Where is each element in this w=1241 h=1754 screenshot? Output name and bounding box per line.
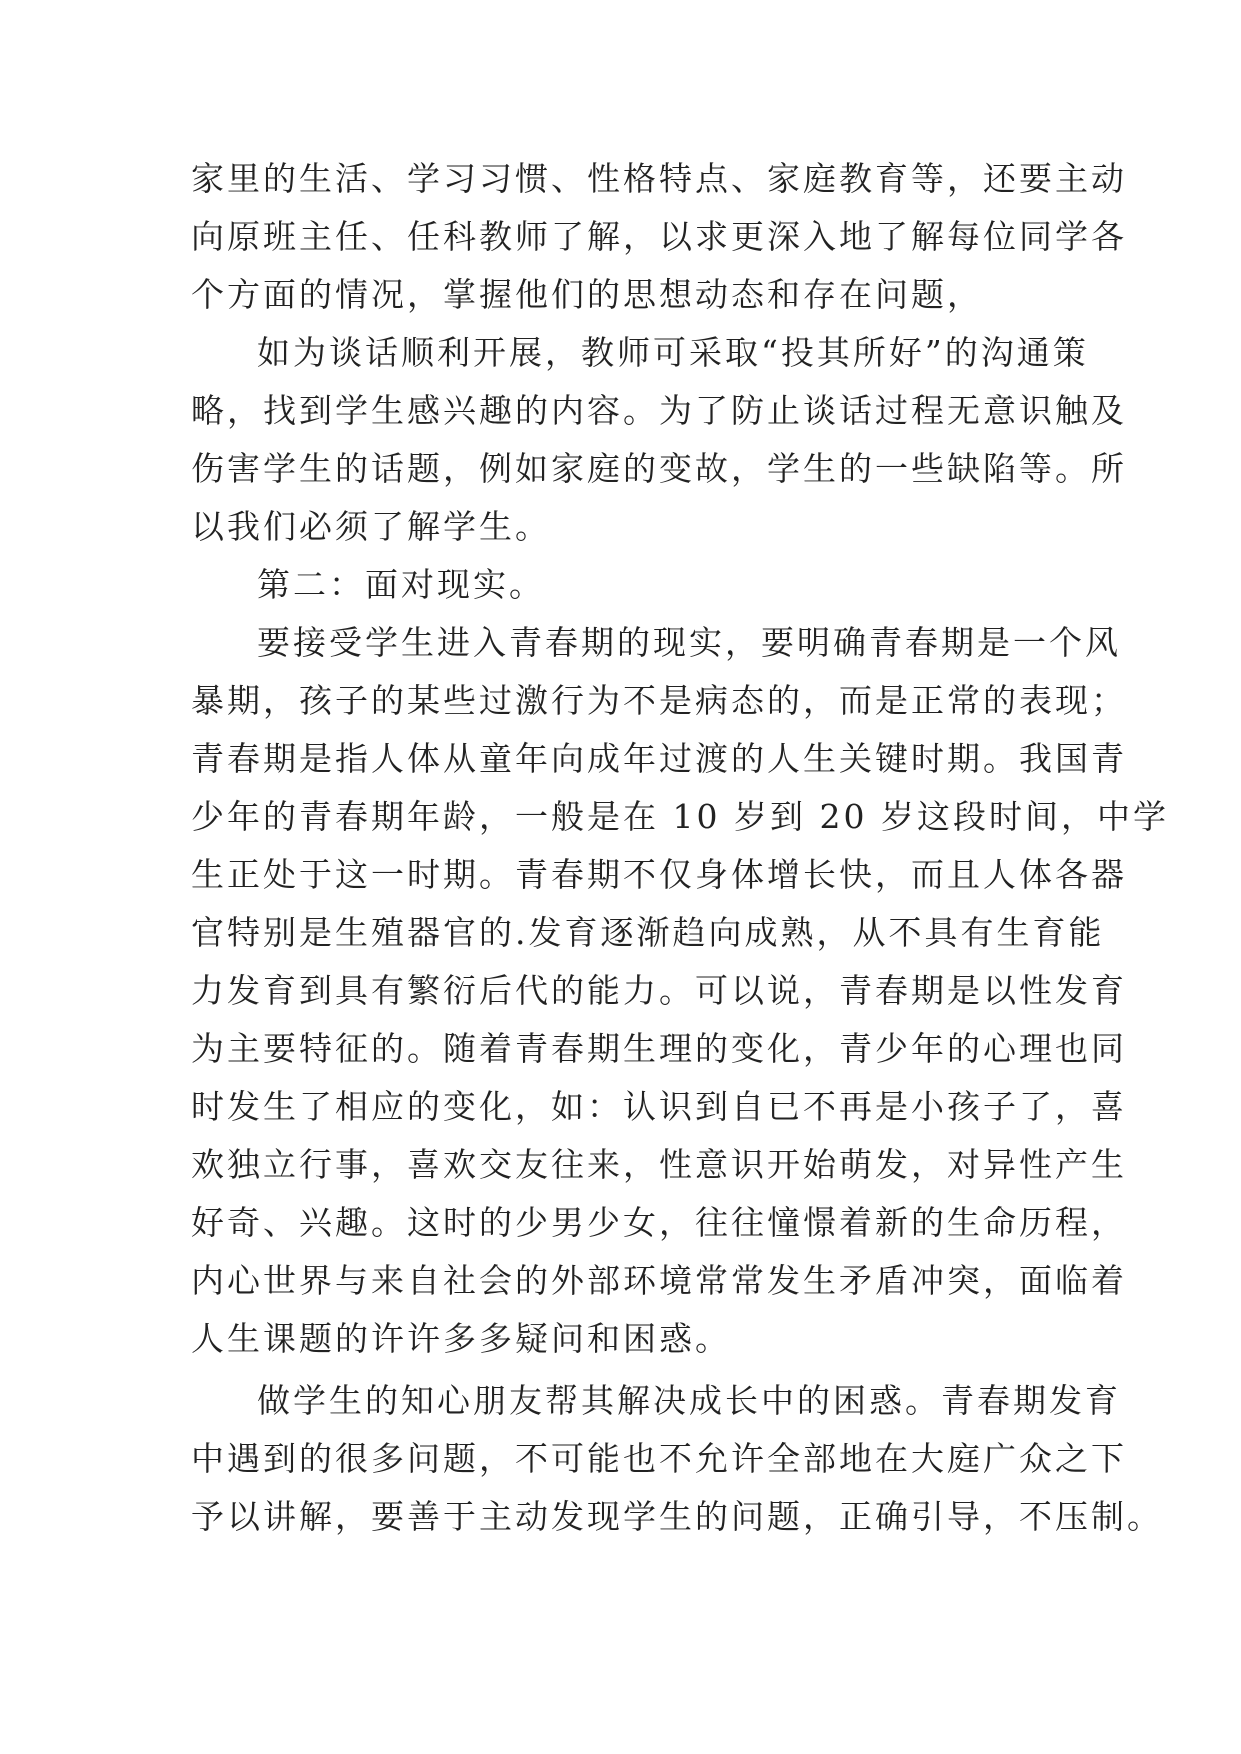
- text-line: 人生课题的许许多多疑问和困惑。: [191, 1319, 731, 1358]
- text-line: 要接受学生进入青春期的现实，要明确青春期是一个风: [257, 623, 1121, 662]
- text-line: 向原班主任、任科教师了解，以求更深入地了解每位同学各: [191, 217, 1127, 256]
- text-line: 少年的青春期年龄，一般是在 10 岁到 20 岁这段时间，中学: [191, 797, 1169, 836]
- text-line: 略，找到学生感兴趣的内容。为了防止谈话过程无意识触及: [191, 391, 1127, 430]
- text-line: 予以讲解，要善于主动发现学生的问题，正确引导，不压制。: [191, 1497, 1163, 1536]
- section-heading: 第二：面对现实。: [257, 565, 545, 604]
- text-line: 做学生的知心朋友帮其解决成长中的困惑。青春期发育: [257, 1381, 1121, 1420]
- text-line: 好奇、兴趣。这时的少男少女，往往憧憬着新的生命历程，: [191, 1203, 1127, 1242]
- text-line: 伤害学生的话题，例如家庭的变故，学生的一些缺陷等。所: [191, 449, 1127, 488]
- text-line: 以我们必须了解学生。: [191, 507, 551, 546]
- text-line: 家里的生活、学习习惯、性格特点、家庭教育等，还要主动: [191, 159, 1127, 198]
- text-line: 暴期，孩子的某些过激行为不是病态的，而是正常的表现；: [191, 681, 1127, 720]
- text-line: 个方面的情况，掌握他们的思想动态和存在问题，: [191, 275, 983, 314]
- text-line: 时发生了相应的变化，如：认识到自已不再是小孩子了，喜: [191, 1087, 1127, 1126]
- text-line: 内心世界与来自社会的外部环境常常发生矛盾冲突，面临着: [191, 1261, 1127, 1300]
- text-line: 力发育到具有繁衍后代的能力。可以说，青春期是以性发育: [191, 971, 1127, 1010]
- text-line: 为主要特征的。随着青春期生理的变化，青少年的心理也同: [191, 1029, 1127, 1068]
- text-line: 欢独立行事，喜欢交友往来，性意识开始萌发，对异性产生: [191, 1145, 1127, 1184]
- text-line: 生正处于这一时期。青春期不仅身体增长快，而且人体各器: [191, 855, 1127, 894]
- text-line: 青春期是指人体从童年向成年过渡的人生关键时期。我国青: [191, 739, 1127, 778]
- text-line: 如为谈话顺利开展，教师可采取“投其所好”的沟通策: [257, 333, 1089, 372]
- text-line: 中遇到的很多问题，不可能也不允许全部地在大庭广众之下: [191, 1439, 1127, 1478]
- text-line: 官特别是生殖器官的.发育逐渐趋向成熟，从不具有生育能: [191, 913, 1105, 952]
- body-text: [191, 150, 1169, 1546]
